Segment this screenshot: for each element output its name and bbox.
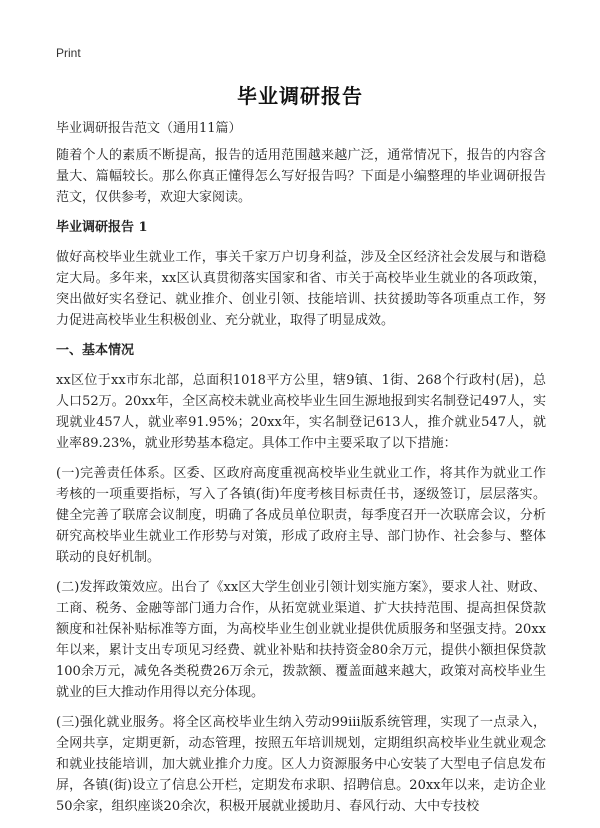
measure-policy-paragraph: (二)发挥政策效应。出台了《xx区大学生创业引领计划实施方案》，要求人社、财政、工商、税务、金融等部门通力合作，从拓宽就业渠道、扩大扶持范围、提高担保贷款额度和社保补贴标准等方面，为高校毕业生创业就业提供优质服务和坚强支持。20xx年以来，累计支出专项见习经费、就业补贴和扶持资金80余万元，提供小额担保贷款100余万元，减免各类税费26万余元，拨款额、覆盖面越来越大，政策对高校毕业生就业的巨大推动作用得以充分体现。: [56, 580, 546, 700]
section1-paragraph: 做好高校毕业生就业工作，事关千家万户切身利益，涉及全区经济社会发展与和谐稳定大局。多年来，xx区认真贯彻落实国家和省、市关于高校毕业生就业的各项政策，突出做好实名登记、就业推介、创业引领、技能培训、扶贫援助等各项重点工作，努力促进高校毕业生积极创业、充分就业，取得了明显成效。: [56, 250, 546, 328]
document-title: 毕业调研报告: [237, 84, 363, 108]
document-body: [56, 118, 546, 826]
measure-responsibility-paragraph: (一)完善责任体系。区委、区政府高度重视高校毕业生就业工作，将其作为就业工作考核的一项重要指标，写入了各镇(街)年度考核目标责任书，逐级签订，层层落实。健全完善了联席会议制度，明确了各成员单位职责，每季度召开一次联席会议，分析研究高校毕业生就业工作形势与对策，形成了政府主导、部门协作、社会参与、整体联动的良好机制。: [56, 466, 546, 565]
basic-situation-heading: 一、基本情况: [56, 343, 135, 358]
intro-paragraph: 随着个人的素质不断提高，报告的适用范围越来越广泛，通常情况下，报告的内容含量大、篇幅较长。那么你真正懂得怎么写好报告吗？下面是小编整理的毕业调研报告范文，仅供参考，欢迎大家阅读。: [56, 148, 546, 205]
basic-situation-paragraph: xx区位于xx市东北部，总面积1018平方公里，辖9镇、1街、268个行政村(居)，总人口52万。20xx年，全区高校未就业高校毕业生回生源地报到实名制登记497人，实现就业457人，就业率91.95%；20xx年，实名制登记613人，推介就业547人，就业率89.23%，就业形势基本稳定。具体工作中主要采取了以下措施：: [56, 373, 546, 451]
measure-service-paragraph: (三)强化就业服务。将全区高校毕业生纳入劳动99iii版系统管理，实现了一点录入，全网共享，定期更新，动态管理，按照五年培训规划，定期组织高校毕业生就业观念和就业技能培训，加大就业推介力度。区人力资源服务中心安装了大型电子信息发布屏，各镇(街)设立了信息公开栏，定期发布求职、招聘信息。20xx年以来，走访企业50余家，组织座谈20余次，积极开展就业援助月、春风行动、大中专技校: [56, 715, 546, 814]
document-subtitle: 毕业调研报告范文（通用11篇）: [56, 121, 242, 136]
section-heading-report-1: 毕业调研报告 1: [56, 220, 148, 235]
print-link[interactable]: Print: [56, 46, 81, 60]
